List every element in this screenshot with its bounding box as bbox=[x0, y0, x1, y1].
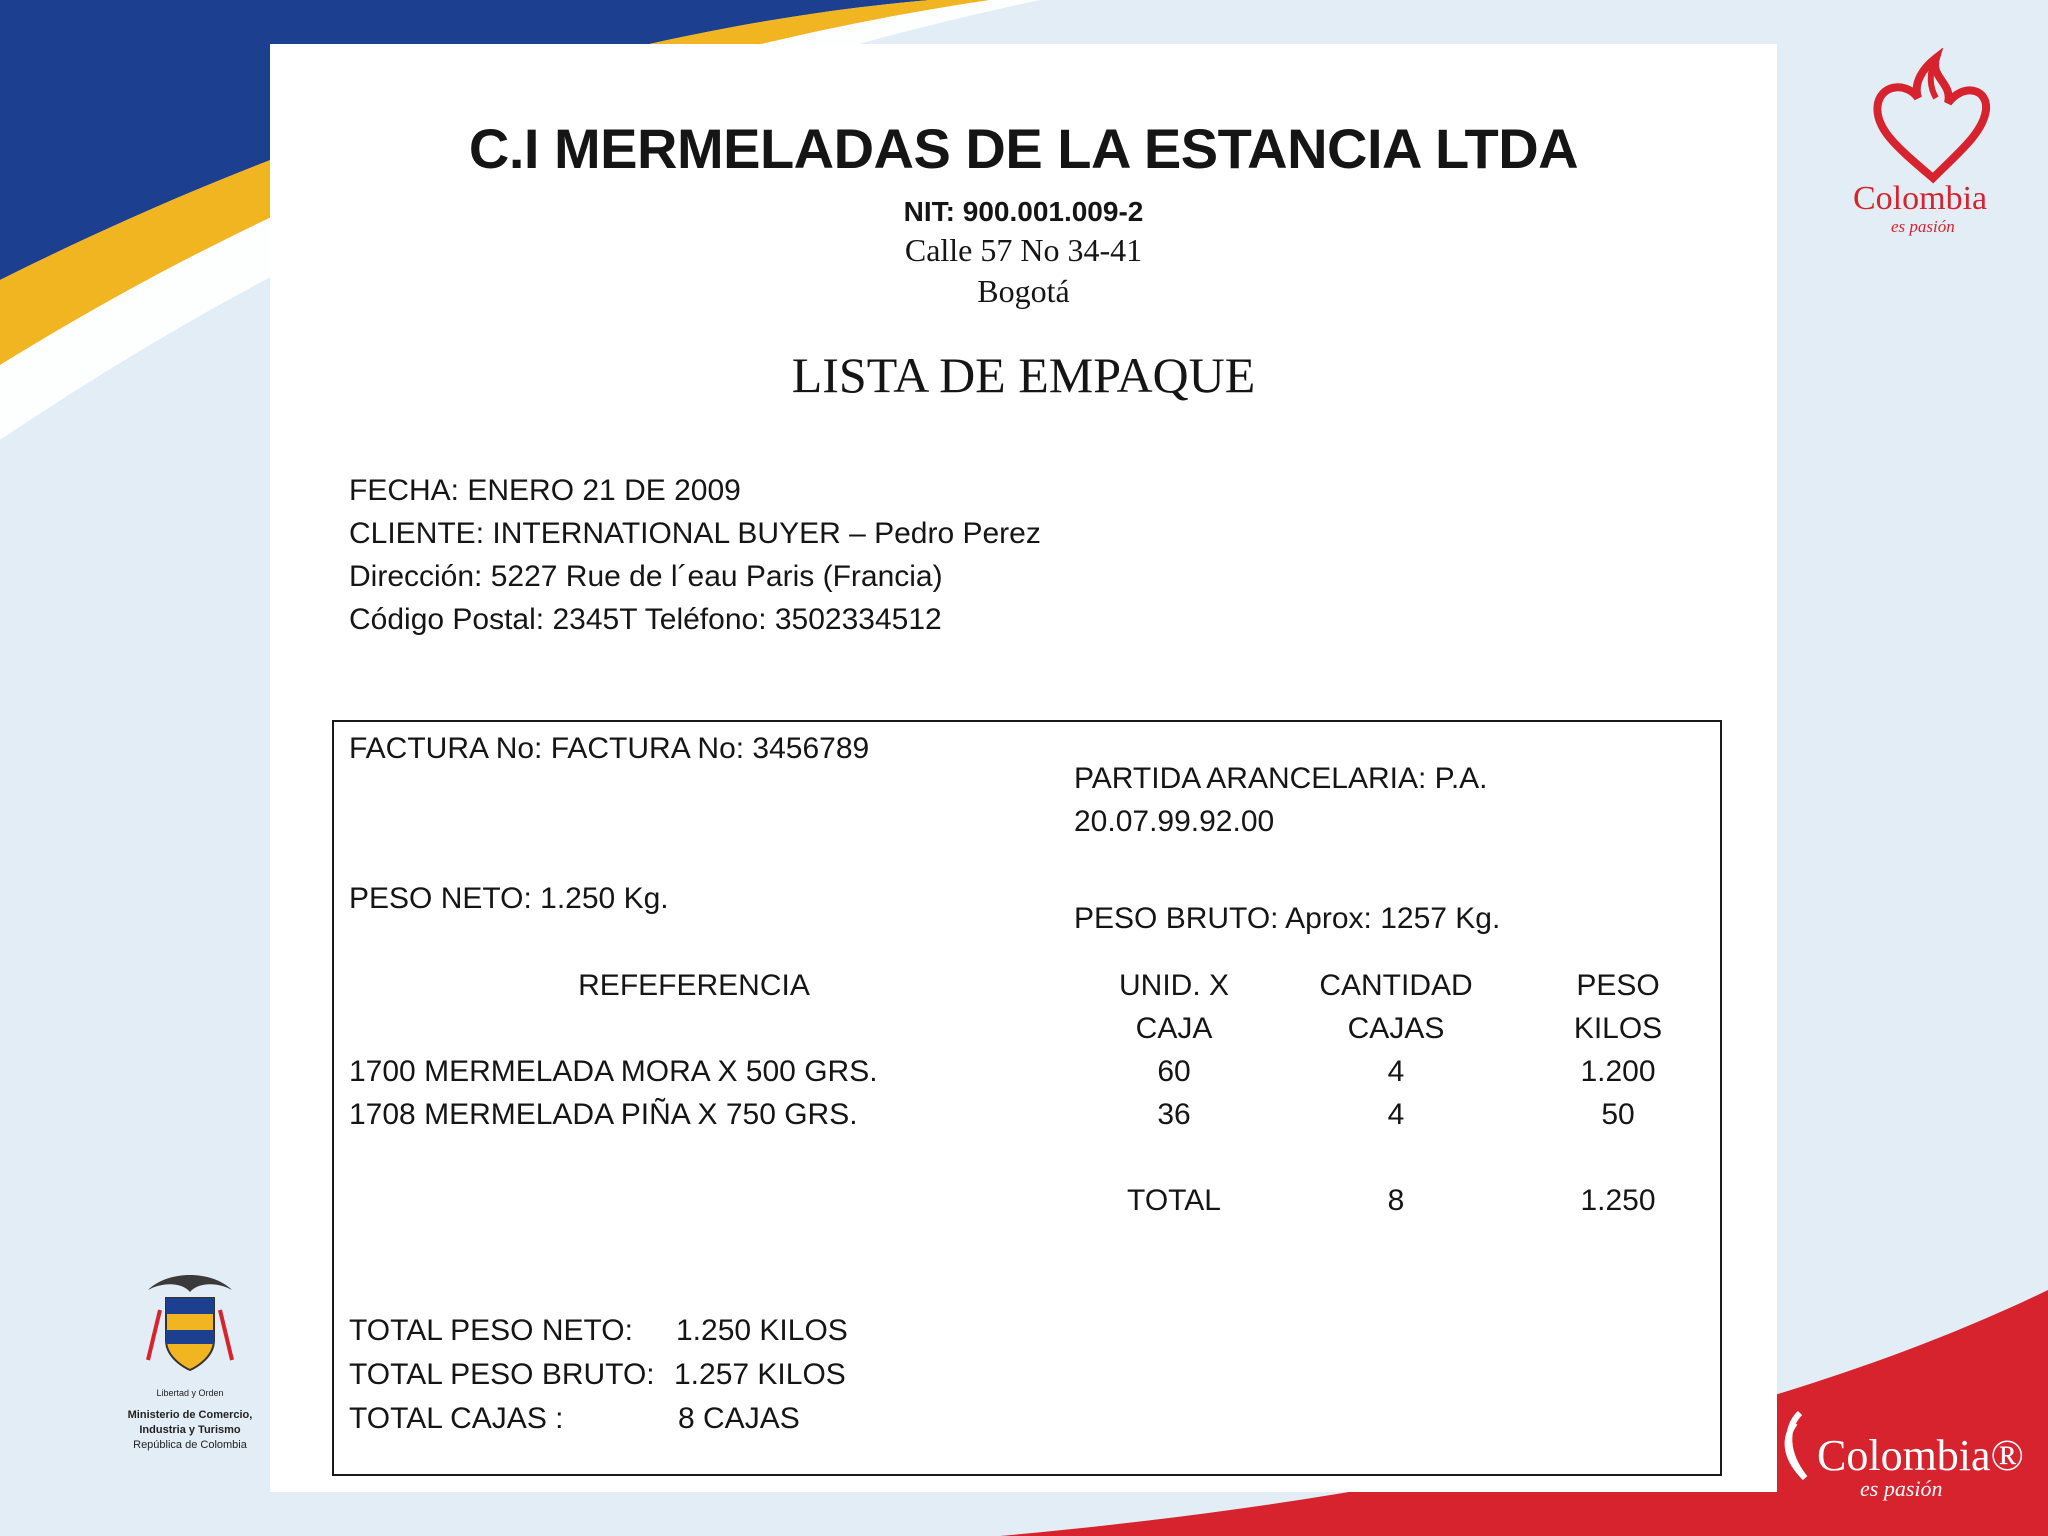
total-peso-bruto-label: TOTAL PESO BRUTO: bbox=[349, 1358, 655, 1391]
company-address: Calle 57 No 34-41 bbox=[904, 232, 1143, 268]
ministry-line1: Ministerio de Comercio, bbox=[127, 1409, 253, 1421]
company-nit: NIT: 900.001.009-2 bbox=[903, 196, 1144, 227]
total-peso: 1.250 bbox=[1580, 1184, 1656, 1217]
colombia-mark-icon bbox=[1770, 1408, 1820, 1488]
total-label: TOTAL bbox=[1127, 1184, 1221, 1217]
header-referencia: REFEFERENCIA bbox=[578, 969, 810, 1002]
direccion-line: Dirección: 5227 Rue de l´eau Paris (Francia) bbox=[349, 560, 943, 593]
colombia-logo-tagline: es pasión bbox=[1891, 217, 1955, 236]
header-cant-line1: CANTIDAD bbox=[1319, 969, 1473, 1002]
header-peso-line1: PESO bbox=[1576, 969, 1660, 1002]
partida-line1: PARTIDA ARANCELARIA: P.A. bbox=[1074, 762, 1488, 795]
header-unid-line1: UNID. X bbox=[1118, 969, 1229, 1002]
table-row-peso: 50 bbox=[1601, 1098, 1635, 1131]
total-peso-neto-value: 1.250 KILOS bbox=[676, 1314, 848, 1347]
colombia-bottom-logo-text: Colombia® bbox=[1817, 1431, 2024, 1480]
document-sheet bbox=[270, 44, 1777, 1492]
document-title: LISTA DE EMPAQUE bbox=[791, 347, 1256, 403]
ministry-motto: Libertad y Orden bbox=[156, 1388, 224, 1398]
table-row-referencia: 1708 MERMELADA PIÑA X 750 GRS. bbox=[349, 1098, 858, 1131]
ministry-line3: República de Colombia bbox=[133, 1439, 247, 1451]
packing-details-box bbox=[332, 720, 1722, 1476]
table-row-cajas: 4 bbox=[1387, 1055, 1405, 1088]
company-city: Bogotá bbox=[977, 273, 1070, 309]
table-row-peso: 1.200 bbox=[1580, 1055, 1656, 1088]
header-unid-line2: CAJA bbox=[1135, 1012, 1213, 1045]
header-peso-line2: KILOS bbox=[1573, 1012, 1663, 1045]
coat-of-arms-icon bbox=[138, 1270, 242, 1380]
table-row-cajas: 4 bbox=[1387, 1098, 1405, 1131]
fecha-line: FECHA: ENERO 21 DE 2009 bbox=[349, 474, 741, 507]
total-peso-bruto-value: 1.257 KILOS bbox=[674, 1358, 846, 1391]
table-row-unid: 60 bbox=[1157, 1055, 1191, 1088]
total-cajas-label: TOTAL CAJAS : bbox=[349, 1402, 564, 1435]
total-cajas-value: 8 CAJAS bbox=[678, 1402, 800, 1435]
partida-line2: 20.07.99.92.00 bbox=[1074, 805, 1275, 838]
cliente-line: CLIENTE: INTERNATIONAL BUYER – Pedro Perez bbox=[349, 517, 1041, 550]
company-name: C.I MERMELADAS DE LA ESTANCIA LTDA bbox=[468, 117, 1579, 180]
peso-neto-line: PESO NETO: 1.250 Kg. bbox=[349, 882, 669, 915]
total-cajas: 8 bbox=[1387, 1184, 1405, 1217]
ministry-line2: Industria y Turismo bbox=[139, 1424, 241, 1436]
table-row-referencia: 1700 MERMELADA MORA X 500 GRS. bbox=[349, 1055, 878, 1088]
colombia-bottom-logo-tagline: es pasión bbox=[1860, 1476, 1943, 1501]
factura-line: FACTURA No: FACTURA No: 3456789 bbox=[349, 732, 870, 765]
colombia-logo-text: Colombia bbox=[1853, 180, 1988, 217]
postal-line: Código Postal: 2345T Teléfono: 3502334512 bbox=[349, 603, 942, 636]
header-cant-line2: CAJAS bbox=[1347, 1012, 1445, 1045]
peso-bruto-line: PESO BRUTO: Aprox: 1257 Kg. bbox=[1074, 902, 1501, 935]
total-peso-neto-label: TOTAL PESO NETO: bbox=[349, 1314, 633, 1347]
table-row-unid: 36 bbox=[1157, 1098, 1191, 1131]
